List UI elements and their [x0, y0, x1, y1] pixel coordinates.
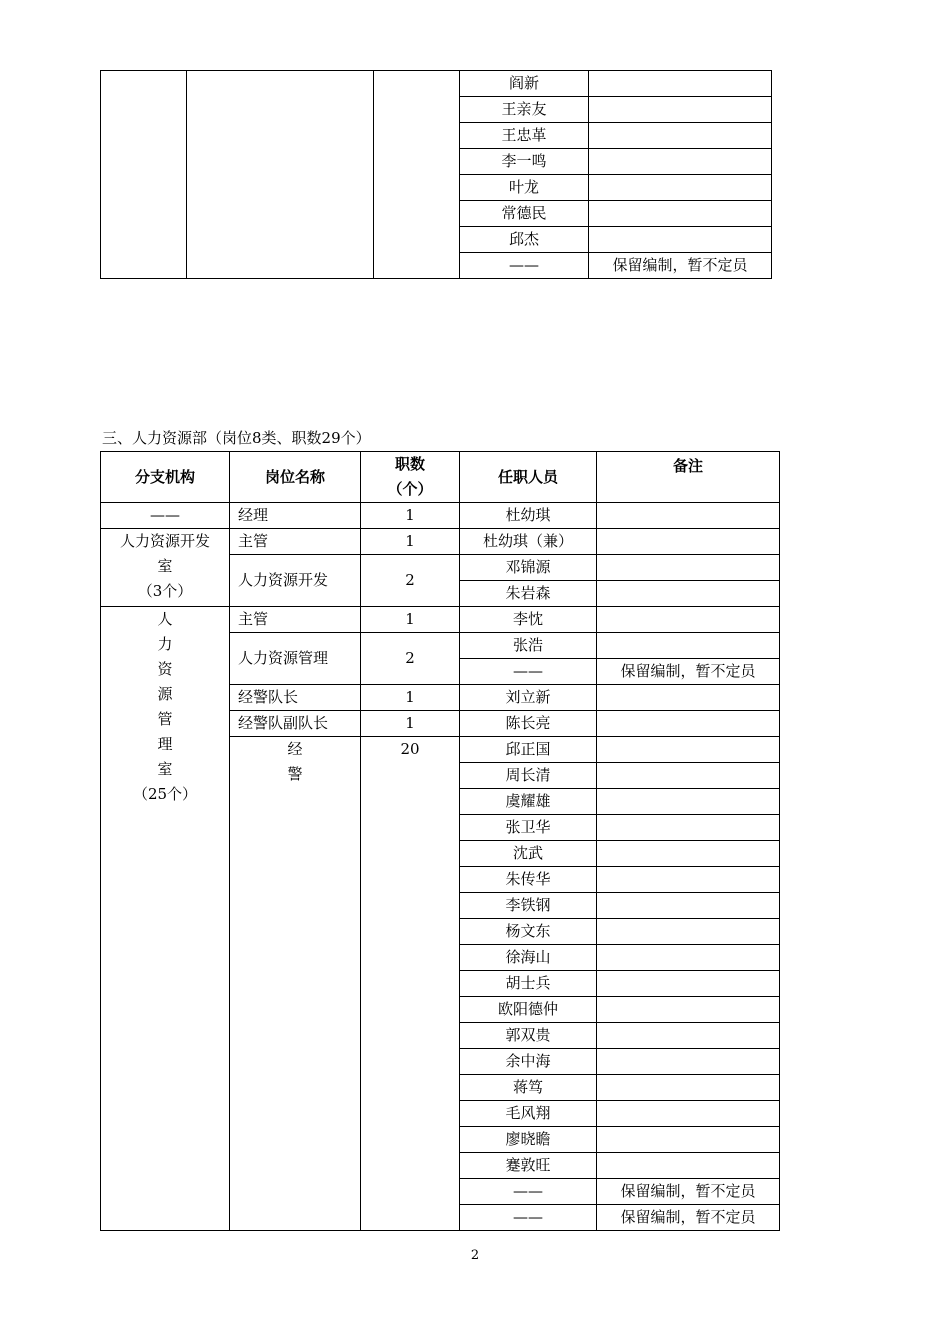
branch-name-char: 理 — [157, 735, 173, 753]
staff-cell: 虞耀雄 — [460, 789, 597, 815]
staff-cell: 廖晓瞻 — [460, 1127, 597, 1153]
staff-cell: —— — [460, 1179, 597, 1205]
page-number: 2 — [470, 1248, 480, 1263]
remark-cell — [589, 175, 772, 201]
staff-cell: 叶龙 — [460, 175, 589, 201]
staff-cell: 刘立新 — [460, 685, 597, 711]
remark-cell — [597, 1101, 780, 1127]
staff-cell: 郭双贵 — [460, 1023, 597, 1049]
branch-name-char: 室 — [157, 760, 173, 778]
count-cell: 2 — [361, 555, 460, 607]
branch-dev-office — [101, 529, 230, 607]
remark-cell — [597, 503, 780, 529]
branch-cell: —— — [101, 503, 230, 529]
remark-cell — [597, 1075, 780, 1101]
staff-cell: 杜幼琪 — [460, 503, 597, 529]
remark-cell: 保留编制，暂不定员 — [597, 1205, 780, 1231]
staff-cell: 徐海山 — [460, 945, 597, 971]
staff-cell: 毛风翔 — [460, 1101, 597, 1127]
staff-cell: 朱传华 — [460, 867, 597, 893]
remark-cell — [597, 841, 780, 867]
empty-count-cell — [374, 71, 460, 279]
branch-name-line: 室 — [157, 557, 173, 575]
staff-cell: 王亲友 — [460, 97, 589, 123]
remark-cell — [597, 867, 780, 893]
remark-cell — [597, 529, 780, 555]
count-cell: 1 — [361, 711, 460, 737]
staff-cell: 邓锦源 — [460, 555, 597, 581]
staff-cell: 常德民 — [460, 201, 589, 227]
empty-position-cell — [187, 71, 374, 279]
position-cell: 经警队副队长 — [230, 711, 361, 737]
remark-cell — [597, 711, 780, 737]
header-count-line2: （个） — [387, 480, 433, 498]
count-cell: 1 — [361, 607, 460, 633]
position-cell: 经警队长 — [230, 685, 361, 711]
section-title: 三、人力资源部（岗位8类、职数29个） — [102, 429, 371, 447]
header-branch: 分支机构 — [101, 452, 230, 503]
staff-cell: 蹇敦旺 — [460, 1153, 597, 1179]
staff-cell: 胡士兵 — [460, 971, 597, 997]
remark-cell — [589, 97, 772, 123]
position-cell: 人力资源管理 — [230, 633, 361, 685]
position-char: 经 — [287, 740, 303, 758]
remark-cell — [597, 763, 780, 789]
remark-cell — [597, 633, 780, 659]
staff-cell: 周长清 — [460, 763, 597, 789]
remark-cell — [597, 997, 780, 1023]
position-cell: 主管 — [230, 607, 361, 633]
remark-cell — [597, 1153, 780, 1179]
continuation-table — [100, 70, 772, 279]
staff-cell: 李铁钢 — [460, 893, 597, 919]
position-cell: 经理 — [230, 503, 361, 529]
remark-cell — [597, 815, 780, 841]
remark-cell — [597, 685, 780, 711]
remark-cell: 保留编制，暂不定员 — [589, 253, 772, 279]
position-cell: 人力资源开发 — [230, 555, 361, 607]
staff-cell: 朱岩森 — [460, 581, 597, 607]
branch-mgmt-office — [101, 607, 230, 1231]
remark-cell: 保留编制，暂不定员 — [597, 1179, 780, 1205]
remark-cell — [597, 1023, 780, 1049]
staff-cell: —— — [460, 253, 589, 279]
remark-cell — [597, 919, 780, 945]
remark-cell — [589, 227, 772, 253]
branch-name-char: 人 — [157, 610, 173, 628]
position-cell: 主管 — [230, 529, 361, 555]
staff-cell: 欧阳德仲 — [460, 997, 597, 1023]
table-row — [101, 607, 780, 633]
branch-name-char: 力 — [157, 635, 173, 653]
branch-name-line: 人力资源开发 — [119, 532, 210, 550]
staff-cell: 杨文东 — [460, 919, 597, 945]
table-row — [101, 529, 780, 555]
remark-cell — [597, 1049, 780, 1075]
count-cell: 1 — [361, 503, 460, 529]
position-char: 警 — [287, 765, 303, 783]
remark-cell — [597, 581, 780, 607]
remark-cell — [597, 1127, 780, 1153]
staff-cell: —— — [460, 1205, 597, 1231]
position-police — [230, 737, 361, 1231]
remark-cell: 保留编制，暂不定员 — [597, 659, 780, 685]
staff-cell: 邱正国 — [460, 737, 597, 763]
remark-cell — [597, 555, 780, 581]
remark-cell — [589, 123, 772, 149]
staff-cell: 张卫华 — [460, 815, 597, 841]
branch-count: （3个） — [137, 582, 193, 600]
staff-cell: 张浩 — [460, 633, 597, 659]
remark-cell — [597, 607, 780, 633]
staff-cell: 蒋笃 — [460, 1075, 597, 1101]
staff-cell: 李忱 — [460, 607, 597, 633]
count-cell: 20 — [361, 737, 460, 1231]
remark-cell — [597, 737, 780, 763]
header-row — [101, 452, 780, 503]
branch-count: （25个） — [132, 785, 198, 803]
count-cell: 2 — [361, 633, 460, 685]
remark-cell — [597, 971, 780, 997]
hr-department-table — [100, 451, 780, 1231]
branch-name-char: 管 — [157, 710, 173, 728]
table-row — [101, 503, 780, 529]
remark-cell — [589, 71, 772, 97]
count-cell: 1 — [361, 529, 460, 555]
header-position: 岗位名称 — [230, 452, 361, 503]
staff-cell: 阎新 — [460, 71, 589, 97]
staff-cell: 沈武 — [460, 841, 597, 867]
header-count-line1: 职数 — [394, 455, 425, 473]
remark-cell — [597, 945, 780, 971]
staff-cell: 邱杰 — [460, 227, 589, 253]
branch-name-char: 资 — [157, 660, 173, 678]
staff-cell: 杜幼琪（兼） — [460, 529, 597, 555]
staff-cell: —— — [460, 659, 597, 685]
remark-cell — [589, 201, 772, 227]
staff-cell: 李一鸣 — [460, 149, 589, 175]
header-staff: 任职人员 — [460, 452, 597, 503]
header-remark: 备注 — [597, 452, 780, 503]
count-cell: 1 — [361, 685, 460, 711]
staff-cell: 余中海 — [460, 1049, 597, 1075]
remark-cell — [597, 789, 780, 815]
staff-cell: 王忠革 — [460, 123, 589, 149]
empty-branch-cell — [101, 71, 187, 279]
remark-cell — [597, 893, 780, 919]
header-count — [361, 452, 460, 503]
branch-name-char: 源 — [157, 685, 173, 703]
remark-cell — [589, 149, 772, 175]
staff-cell: 陈长亮 — [460, 711, 597, 737]
